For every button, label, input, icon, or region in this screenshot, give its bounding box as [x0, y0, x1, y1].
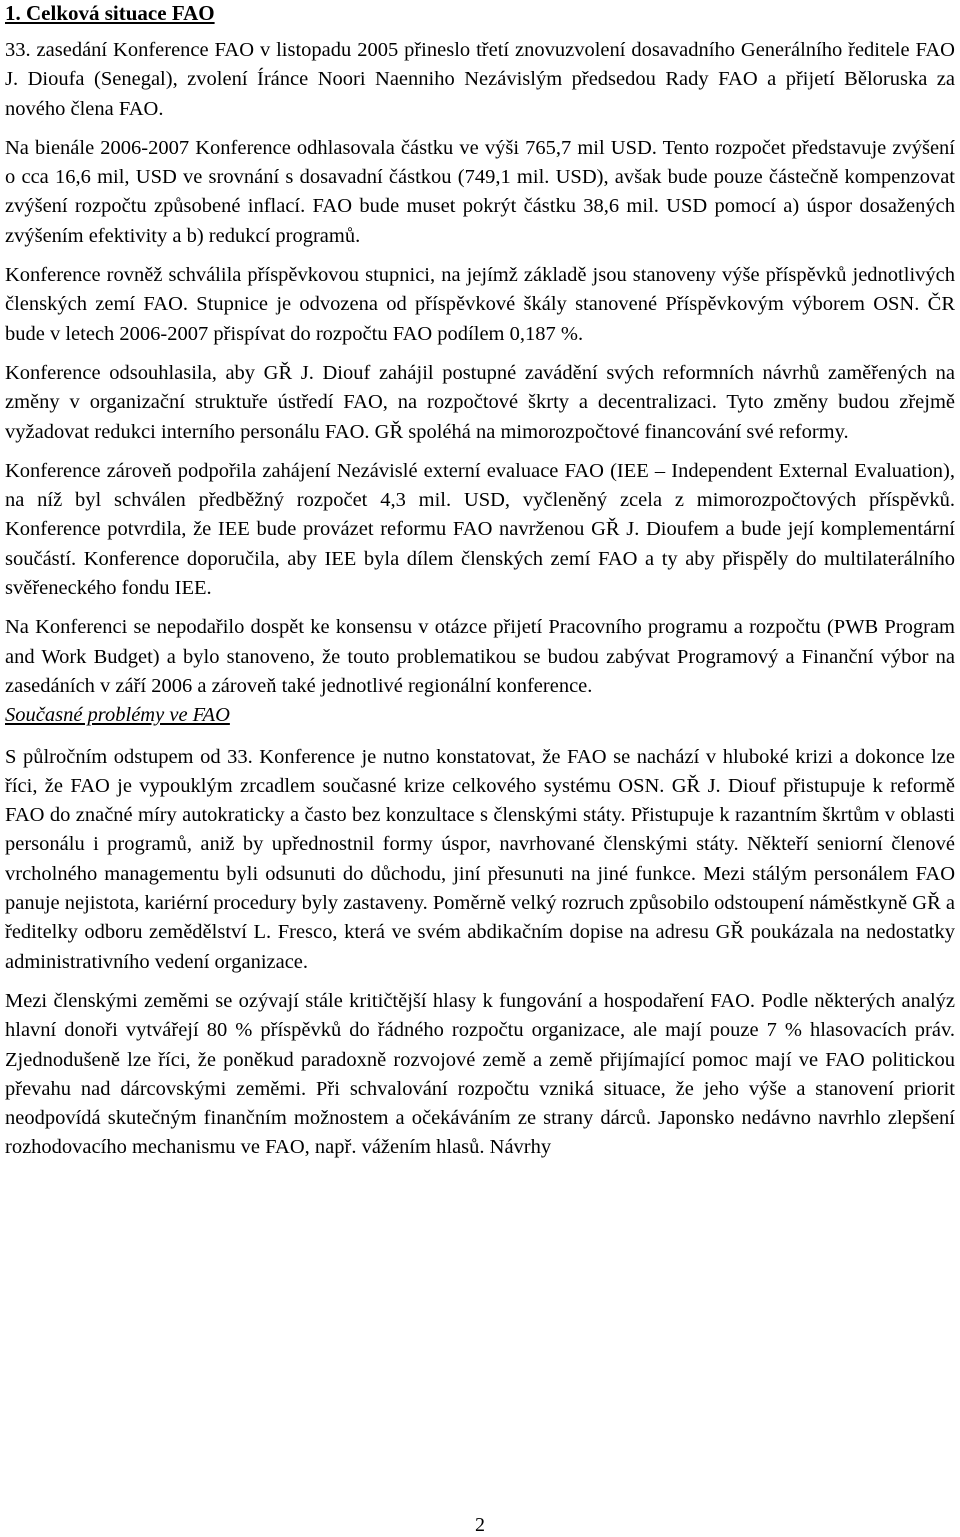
section-title-soucasne-problemy: Současné problémy ve FAO [5, 704, 230, 727]
paragraph-pwb-konsensus: Na Konferenci se nepodařilo dospět ke konsensu v otázce přijetí Pracovního programu a rozpočtu (PWB Program and Work Budget) a bylo stanoveno, že touto problematikou se budou zabývat Programový a Finanční výbor na zasedáních v září 2006 a zároveň také jednotlivé regionální konference. [5, 616, 955, 697]
paragraph-krize-fao: S půlročním odstupem od 33. Konference je nutno konstatovat, že FAO se nachází v hluboké krizi a dokonce lze říci, že FAO je vypouklým zrcadlem současné krize celkového systému OSN. GŘ J. Diouf přistupuje k reformě FAO do značné míry autokraticky a často bez konzultace s členskými státy. Přistupuje k razantním škrtům v oblasti personálu i programů, aniž by upřednostnil formy úspor, navrhované členskými státy. Někteří seniorní členové vrcholného managementu byli odsunuti do důchodu, jiní přesunuti na jiné funkce. Mezi stálým personálem FAO panuje nejistota, kariérní procedury byly zastaveny. Poměrně velký rozruch způsobilo odstoupení náměstkyně GŘ a ředitelky odboru zemědělství L. Fresco, která ve svém abdikačním dopise na adresu GŘ poukázala na nedostatky administrativního vedení organizace. [5, 745, 955, 973]
paragraph-konference-zasedani: 33. zasedání Konference FAO v listopadu 2005 přineslo třetí znovuzvolení dosavadního Generálního ředitele FAO J. Dioufa (Senegal), zvolení Íránce Noori Naenniho Nezávislým předsedou Rady FAO a přijetí Běloruska za nového člena FAO. [5, 39, 955, 120]
paragraph-bienale-rozpocet: Na bienále 2006-2007 Konference odhlasovala částku ve výši 765,7 mil USD. Tento rozpočet představuje zvýšení o cca 16,6 mil, USD ve srovnání s dosavadní částkou (749,1 mil. USD), avšak bude pouze částečně kompenzovat zvýšení rozpočtu způsobené inflací. FAO bude muset pokrýt částku 38,6 mil. USD pomocí a) úspor dosažených zvýšením efektivity a b) redukcí programů. [5, 136, 955, 247]
paragraph-prispevkova-stupnice: Konference rovněž schválila příspěvkovou stupnici, na jejímž základě jsou stanoveny výše příspěvků jednotlivých členských zemí FAO. Stupnice je odvozena od příspěvkové škály stanovené Příspěvkovým výborem OSN. ČR bude v letech 2006-2007 přispívat do rozpočtu FAO podílem 0,187 %. [5, 264, 955, 345]
paragraph-iee-evaluace: Konference zároveň podpořila zahájení Nezávislé externí evaluace FAO (IEE – Independent External Evaluation), na níž byl schválen předběžný rozpočet 4,3 mil. USD, vyčleněný zcela z mimorozpočtových příspěvků. Konference potvrdila, že IEE bude provázet reformu FAO navrženou GŘ J. Dioufem a bude její komplementární součástí. Konference doporučila, aby IEE byla dílem členských zemí FAO a ty aby přispěly do multilaterálního svěřeneckého fondu IEE. [5, 459, 955, 600]
heading-celkova-situace: 1. Celková situace FAO [5, 1, 215, 25]
paragraph-kriticke-hlasy: Mezi členskými zeměmi se ozývají stále kritičtější hlasy k fungování a hospodaření FAO. Podle některých analýz hlavní donoři vytvářejí 80 % příspěvků do řádného rozpočtu organizace, ale mají pouze 7 % hlasovacích práv. Zjednodušeně lze říci, že poněkud paradoxně rozvojové země a země přijímající pomoc mají ve FAO politickou převahu nad dárcovskými zeměmi. Při schvalování rozpočtu vzniká situace, že jeho výše a stanovení priorit neodpovídá skutečným finančním možnostem a očekáváním ze strany dárců. Japonsko nedávno navrhlo zlepšení rozhodovacího mechanismu ve FAO, např. vážením hlasů. Návrhy [5, 989, 955, 1159]
page-number: 2 [475, 1514, 485, 1536]
paragraph-reformni-navrhy: Konference odsouhlasila, aby GŘ J. Diouf zahájil postupné zavádění svých reformních návrhů zaměřených na změny v organizační struktuře ústředí FAO, na rozpočtové škrty a decentralizaci. Tyto změny budou zřejmě vyžadovat redukci interního personálu FAO. GŘ spoléhá na mimorozpočtové financování své reformy. [5, 361, 955, 443]
